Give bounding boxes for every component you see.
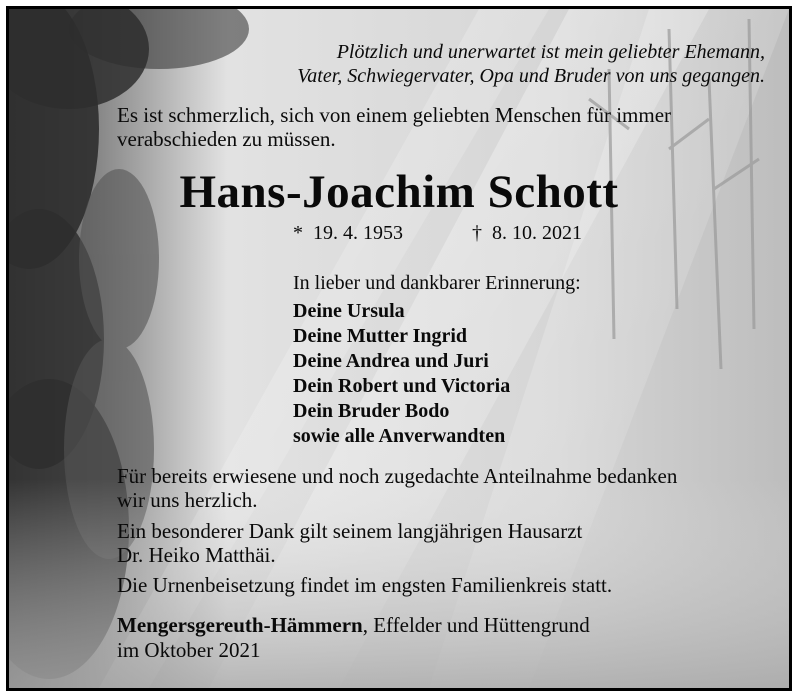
birth-date	[293, 223, 403, 243]
death-date-value: 8. 10. 2021	[492, 222, 582, 244]
intro-line-2: Vater, Schwiegervater, Opa und Bruder von uns gegangen.	[297, 65, 765, 87]
burial-notice: Die Urnenbeisetzung findet im engsten Familienkreis statt.	[117, 573, 613, 597]
closing-date: im Oktober 2021	[117, 638, 261, 662]
deceased-name: Hans-Joachim Schott	[179, 166, 619, 218]
doctor-thanks-line-1: Ein besonderer Dank gilt seinem langjährigen Hausarzt	[117, 519, 583, 543]
obituary-notice	[6, 6, 792, 691]
mourner-item: Dein Robert und Victoria	[293, 375, 511, 397]
place-line	[117, 615, 590, 636]
mourner-item: Deine Mutter Ingrid	[293, 325, 468, 347]
thanks-line-2: wir uns herzlich.	[117, 488, 258, 512]
death-date	[472, 223, 582, 243]
place-name: Mengersgereuth-Hämmern	[117, 613, 363, 637]
birth-date-value: 19. 4. 1953	[313, 222, 403, 244]
remembrance-heading: In lieber und dankbarer Erinnerung:	[293, 272, 581, 294]
opening-line-1: Es ist schmerzlich, sich von einem geliebten Menschen für immer	[117, 103, 672, 127]
mourner-item: Deine Andrea und Juri	[293, 350, 489, 372]
birth-symbol: *	[293, 222, 303, 244]
intro-line-1: Plötzlich und unerwartet ist mein geliebter Ehemann,	[336, 41, 765, 63]
death-symbol: †	[472, 222, 482, 244]
opening-line-2: verabschieden zu müssen.	[117, 127, 336, 151]
mourner-item: Deine Ursula	[293, 300, 405, 322]
thanks-line-1: Für bereits erwiesene und noch zugedachte Anteilnahme bedanken	[117, 464, 678, 488]
place-rest: , Effelder und Hüttengrund	[362, 613, 590, 637]
mourner-item: Dein Bruder Bodo	[293, 400, 450, 422]
doctor-thanks-line-2: Dr. Heiko Matthäi.	[117, 543, 276, 567]
mourner-item: sowie alle Anverwandten	[293, 425, 506, 447]
